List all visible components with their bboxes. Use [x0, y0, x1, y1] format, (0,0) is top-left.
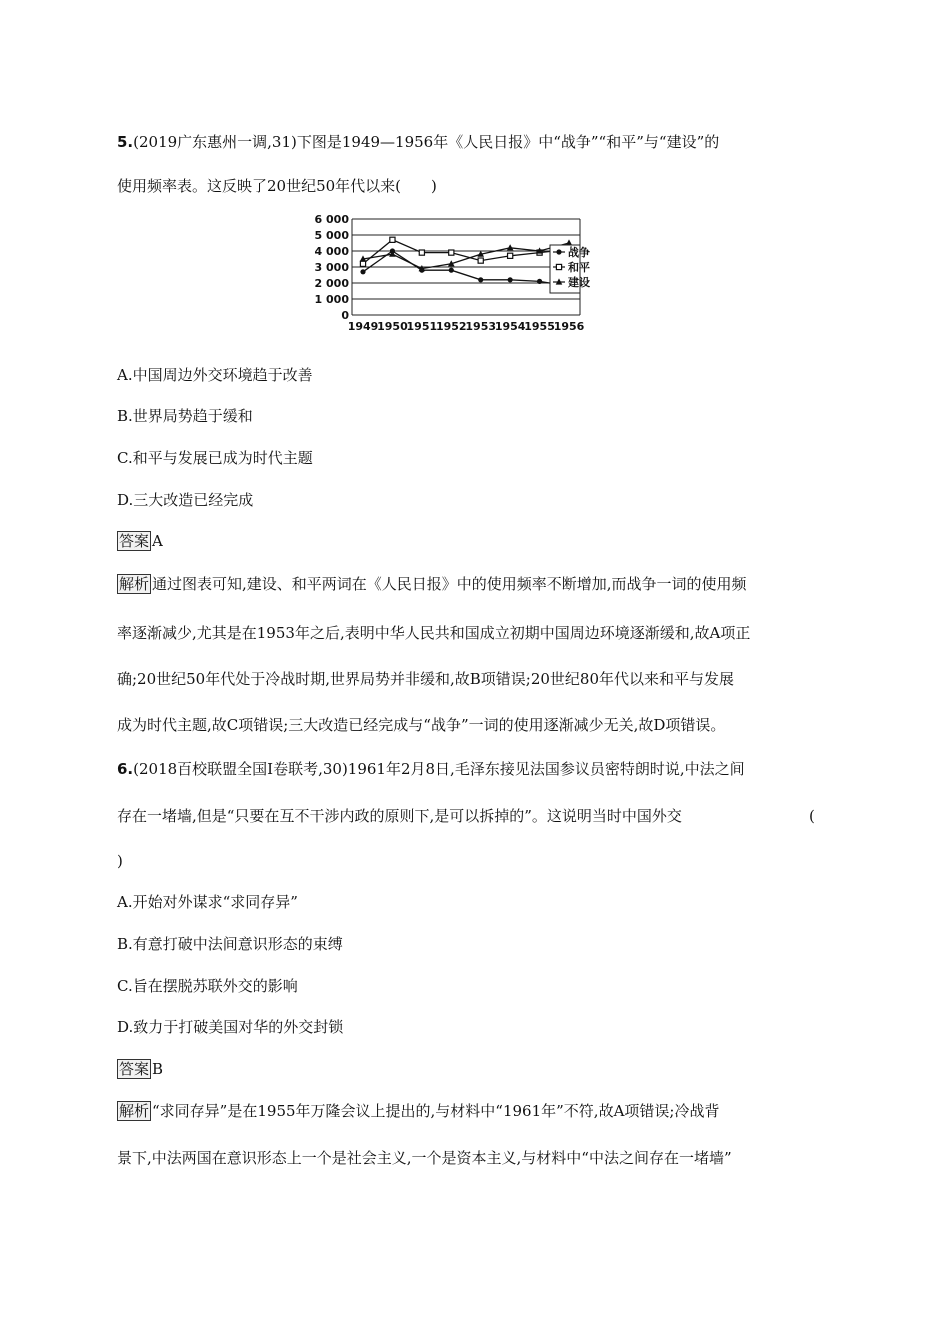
x-tick-label: 1950: [377, 320, 408, 333]
q6-stem-line1: [117, 759, 745, 779]
y-tick-label: 0: [341, 309, 349, 322]
q6-stem-line2: 存在一堵墙,但是“只要在互不干涉内政的原则下,是可以拆掉的”。这说明当时中国外交: [117, 807, 682, 825]
point-square: [390, 237, 395, 242]
q6-analysis-line1: [117, 1101, 719, 1121]
q6-paren-open: (: [809, 807, 815, 825]
q6-answer: [117, 1059, 163, 1079]
q5-option-b: B.世界局势趋于缓和: [117, 407, 253, 425]
x-tick-label: 1955: [524, 320, 555, 333]
y-tick-label: 2 000: [314, 277, 349, 290]
point-circle: [537, 279, 542, 284]
y-tick-label: 3 000: [314, 261, 349, 274]
point-square: [508, 253, 513, 258]
point-square: [360, 261, 365, 266]
point-circle: [360, 269, 365, 274]
point-circle: [508, 277, 513, 282]
legend-label: 和平: [568, 261, 590, 274]
q5-number: 5.: [117, 133, 134, 151]
q5-analysis-line4: 成为时代主题,故C项错误;三大改造已经完成与“战争”一词的使用逐渐减少无关,故D项错误。: [117, 716, 726, 734]
point-square: [556, 264, 561, 269]
q5-analysis-tag: 解析: [119, 575, 150, 593]
x-tick-label: 1952: [435, 320, 467, 333]
point-triangle: [507, 244, 514, 250]
q5-option-c: C.和平与发展已成为时代主题: [117, 449, 313, 467]
q6-analysis-line2: 景下,中法两国在意识形态上一个是社会主义,一个是资本主义,与材料中“中法之间存在一堵墙”: [117, 1149, 732, 1167]
q6-analysis-tag: 解析: [119, 1102, 150, 1120]
y-tick-label: 1 000: [314, 293, 349, 306]
q6-option-d: D.致力于打破美国对华的外交封锁: [117, 1018, 344, 1036]
point-square: [478, 258, 483, 263]
y-tick-label: 6 000: [314, 213, 349, 226]
x-tick-label: 1954: [494, 320, 526, 333]
x-tick-label: 1956: [553, 320, 585, 333]
q6-answer-value: B: [152, 1060, 164, 1078]
y-tick-label: 4 000: [314, 245, 349, 258]
q6-stem-text1: (2018百校联盟全国Ⅰ卷联考,30)1961年2月8日,毛泽东接见法国参议员密特朗时说,中法之间: [133, 760, 745, 778]
word-frequency-chart: [314, 211, 590, 333]
point-circle: [478, 277, 483, 282]
point-circle: [449, 268, 454, 273]
point-circle: [556, 249, 561, 254]
chart-x-ticks: [348, 320, 585, 333]
q5-stem-line2: 使用频率表。这反映了20世纪50年代以来( ): [117, 177, 437, 195]
y-tick-label: 5 000: [314, 229, 349, 242]
q5-answer: [117, 531, 163, 551]
chart-legend: [550, 245, 590, 293]
q6-option-b: B.有意打破中法间意识形态的束缚: [117, 935, 343, 953]
q6-number: 6.: [117, 760, 134, 778]
q5-analysis-line3: 确;20世纪50年代处于冷战时期,世界局势并非缓和,故B项错误;20世纪80年代以来和平与发展: [117, 670, 735, 688]
q5-analysis-line1: [117, 574, 747, 594]
q5-stem-line1: [117, 132, 719, 152]
point-square: [419, 250, 424, 255]
legend-label: 战争: [568, 246, 590, 259]
point-square: [449, 250, 454, 255]
q5-stem-text1: (2019广东惠州一调,31)下图是1949—1956年《人民日报》中“战争”“和平”与“建设”的: [133, 133, 720, 151]
x-tick-label: 1951: [406, 320, 438, 333]
chart-y-ticks: [315, 213, 350, 322]
q5-answer-tag: 答案: [119, 532, 150, 550]
q6-option-a: A.开始对外谋求“求同存异”: [117, 893, 298, 911]
q5-answer-value: A: [152, 532, 163, 550]
chart-series: [360, 237, 573, 289]
q5-analysis-line2: 率逐渐减少,尤其是在1953年之后,表明中华人民共和国成立初期中国周边环境逐渐缓和,故A项正: [117, 624, 751, 642]
x-tick-label: 1953: [465, 320, 497, 333]
q5-option-d: D.三大改造已经完成: [117, 491, 254, 509]
q6-paren-close: ): [117, 852, 123, 870]
q5-option-a: A.中国周边外交环境趋于改善: [117, 366, 313, 384]
q6-answer-tag: 答案: [119, 1060, 150, 1078]
q5-analysis-text1: 通过图表可知,建设、和平两词在《人民日报》中的使用频率不断增加,而战争一词的使用频: [152, 575, 747, 593]
chart-grid: [352, 219, 580, 315]
legend-label: 建设: [568, 276, 590, 289]
q6-analysis-text1: “求同存异”是在1955年万隆会议上提出的,与材料中“1961年”不符,故A项错误;冷战背: [152, 1102, 720, 1120]
x-tick-label: 1949: [347, 320, 379, 333]
q6-option-c: C.旨在摆脱苏联外交的影响: [117, 977, 298, 995]
